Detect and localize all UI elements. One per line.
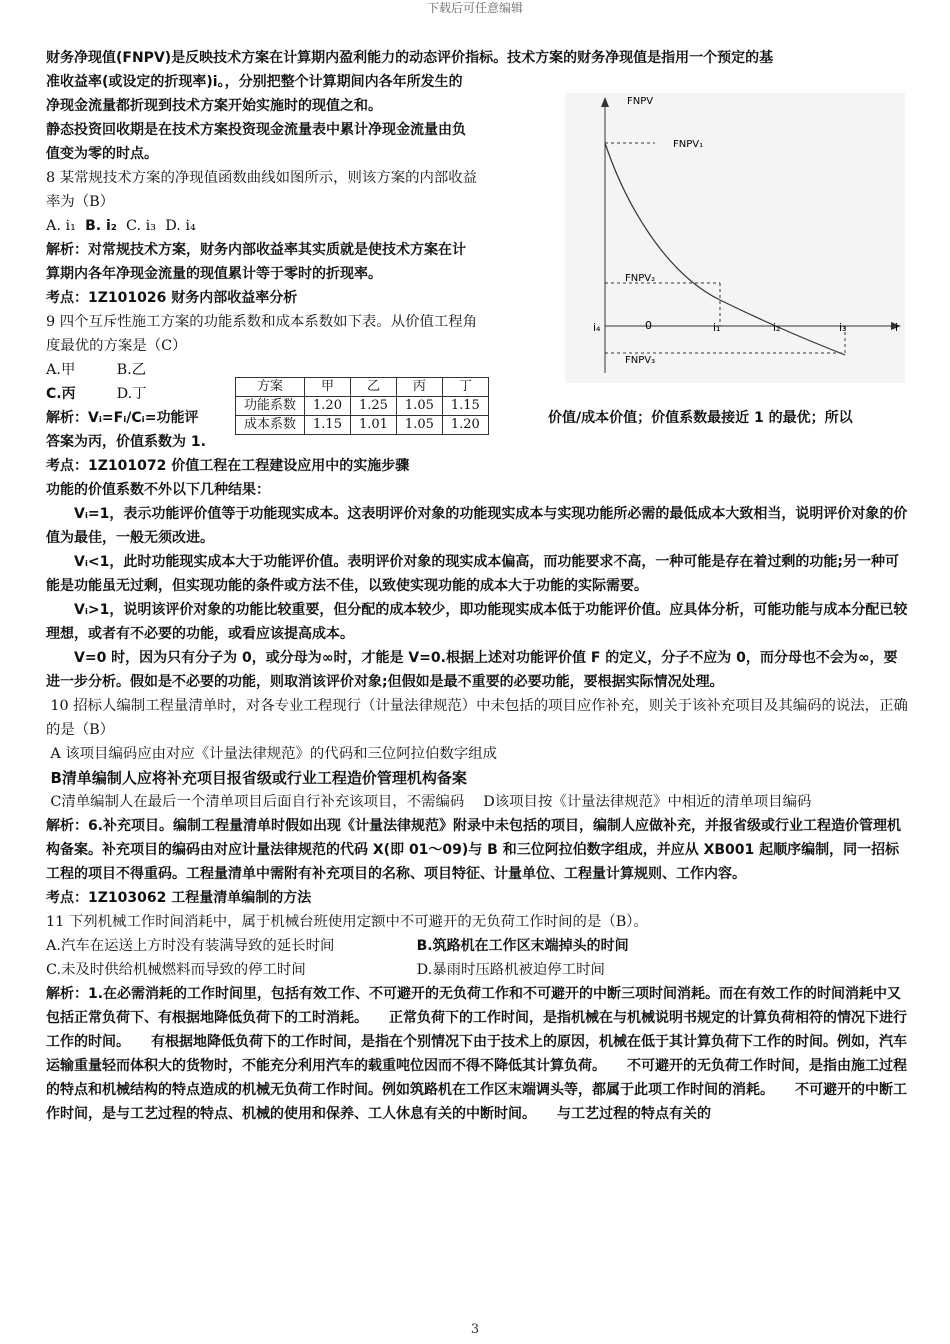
table-header-cell: 甲 [305,378,351,397]
table-header-cell: 乙 [350,378,396,397]
value-coefficient-gt1: Vᵢ>1，说明该评价对象的功能比较重要，但分配的成本较少，即功能现实成本低于功能评价值。应具体分析，可能功能与成本分配已较理想，或者有不必要的功能，或看应该提高成本。 [46,602,908,642]
table-cell: 1.01 [350,416,396,435]
question-11-options-cd [46,958,908,982]
option-b: B.筑路机在工作区末端掉头的时间 [416,938,629,954]
table-cell: 1.25 [350,397,396,416]
option-d: D.暴雨时压路机被迫停工时间 [416,962,605,978]
page-header: 下载后可任意编辑 [426,1,523,15]
option-c: C.丙 [46,386,76,402]
para-fnpv-def-3: 净现金流量都折现到技术方案开始实施时的现值之和。 [46,98,382,114]
answer-10: 解析：6.补充项目。编制工程量清单时假如出现《计量法律规范》附录中未包括的项目，编制人应做补充，并报省级或行业工程造价管理机构备案。补充项目的编码由对应计量法律规范的代码 X(即 01～09)与 B 和三位阿拉伯数字组成，并应从 XB001 起顺序编制，同一招标工程的项目不得重码。工程量清单中需附有补充项目的名称、项目特征、计量单位、工程量计算规则、工作内容。 [46,818,902,882]
question-8-line2: 率为（B） [46,194,115,210]
keypoint-10: 考点：1Z103062 工程量清单编制的方法 [46,890,312,906]
question-10-option-a: A 该项目编码应由对应《计量法律规范》的代码和三位阿拉伯数字组成 [50,746,498,762]
para-fnpv-def-2: 准收益率(或设定的折现率)i。，分别把整个计算期间内各年所发生的 [46,74,463,90]
table-header-cell: 丁 [442,378,488,397]
fnpv1-label: FNPV₁ [673,139,704,150]
answer-8: 解析：对常规技术方案，财务内部收益率其实质就是使技术方案在计 [46,242,466,258]
answer-9-part1: 解析：Vᵢ=Fᵢ/Cᵢ=功能评 [46,410,199,426]
question-10-option-b: B清单编制人应将补充项目报省级或行业工程造价管理机构备案 [50,769,467,787]
answer-8-line2: 算期内各年净现金流量的现值累计等于零时的折现率。 [46,266,382,282]
value-coefficient-intro: 功能的价值系数不外以下几种结果： [46,482,270,498]
npv-function-figure [565,93,905,383]
page-number: 3 [470,1322,480,1337]
table-header-cell: 丙 [396,378,442,397]
i3-label: i₃ [839,321,847,334]
option-d: D.丁 [116,386,147,402]
answer-9-line2: 答案为丙，价值系数为 1. [46,434,206,450]
table-row [236,416,489,435]
table-row [236,397,489,416]
i1-label: i₁ [713,321,721,334]
question-10: 10 招标人编制工程量清单时，对各专业工程现行（计量法律规范）中未包括的项目应作补充，则关于该补充项目及其编码的说法，正确的是（B） [46,698,908,738]
keypoint-9: 考点：1Z101072 价值工程在工程建设应用中的实施步骤 [46,458,410,474]
table-cell: 1.15 [305,416,351,435]
option-a: A. i₁ [46,218,76,234]
fnpv2-label: FNPV₂ [625,273,656,284]
table-cell: 1.05 [396,397,442,416]
value-coefficient-lt1: Vᵢ<1，此时功能现实成本大于功能评价值。表明评价对象的现实成本偏高，而功能要求不高，一种可能是存在着过剩的功能;另一种可能是功能虽无过剩，但实现功能的条件或方法不佳，以致使实现功能的成本大于功能的实际需要。 [46,554,899,594]
table-header-cell: 方案 [236,378,305,397]
table-cell: 1.20 [305,397,351,416]
question-8: 8 某常规技术方案的净现值函数曲线如图所示，则该方案的内部收益 [46,170,478,186]
option-d: D. i₄ [165,218,196,234]
answer-9-part2: 价值/成本价值；价值系数最接近 1 的最优；所以 [548,410,853,426]
npv-curve [605,143,845,355]
option-b: B.乙 [116,362,147,378]
question-9-line2: 度最优的方案是（C） [46,338,187,354]
value-coefficient-eq0: V=0 时，因为只有分子为 0，或分母为∞时，才能是 V=0.根据上述对功能评价值 F 的定义，分子不应为 0，而分母也不会为∞，要进一步分析。假如是不必要的功能，则取消该评价对象;但假如是最不重要的必要功能，要根据实际情况处理。 [46,650,898,690]
table-cell: 功能系数 [236,397,305,416]
question-11-options-ab [46,934,908,958]
table-cell: 成本系数 [236,416,305,435]
para-static-payback: 静态投资回收期是在技术方案投资现金流量表中累计净现金流量由负 [46,122,466,138]
option-b: B. i₂ [85,218,117,234]
x-axis-label: i [895,321,899,334]
keypoint-8: 考点：1Z101026 财务内部收益率分析 [46,290,298,306]
i4-label: i₄ [593,321,601,334]
question-8-options [46,214,551,238]
table-cell: 1.20 [442,416,488,435]
option-a: A.甲 [46,362,76,378]
npv-curve-svg [565,93,905,383]
question-9: 9 四个互斥性施工方案的功能系数和成本系数如下表。从价值工程角 [46,314,478,330]
table-header-row [236,378,489,397]
question-10-option-cd: C清单编制人在最后一个清单项目后面自行补充该项目，不需编码 D该项目按《计量法律规范》中相近的清单项目编码 [50,794,812,810]
para-static-payback-2: 值变为零的时点。 [46,146,158,162]
para-fnpv-def: 财务净现值(FNPV)是反映技术方案在计算期内盈利能力的动态评价指标。技术方案的财务净现值是指用一个预定的基 [46,50,774,66]
function-cost-table [235,377,489,435]
option-c: C.未及时供给机械燃料而导致的停工时间 [46,962,306,978]
option-c: C. i₃ [126,218,157,234]
option-a: A.汽车在运送上方时没有装满导致的延长时间 [46,938,335,954]
question-11: 11 下列机械工作时间消耗中，属于机械台班使用定额中不可避开的无负荷工作时间的是（B）。 [46,914,648,930]
fnpv3-label: FNPV₃ [625,355,656,366]
y-axis-label: FNPV [627,96,654,107]
value-coefficient-eq1: Vᵢ=1，表示功能评价值等于功能现实成本。这表明评价对象的功能现实成本与实现功能所必需的最低成本大致相当，说明评价对象的价值为最佳，一般无须改进。 [46,506,908,546]
i2-label: i₂ [773,321,781,334]
table-cell: 1.15 [442,397,488,416]
origin-label: 0 [645,319,652,332]
y-axis-arrow [601,97,609,107]
table-cell: 1.05 [396,416,442,435]
answer-11: 解析：1.在必需消耗的工作时间里，包括有效工作、不可避开的无负荷工作和不可避开的中断三项时间消耗。而在有效工作的时间消耗中又包括正常负荷下、有根据地降低负荷下的工时消耗。 正常负荷下的工作时间，是指机械在与机械说明书规定的计算负荷相符的情况下进行工作的时间。 有根据地降低负荷下的工作时间，是指在个别情况下由于技术上的原因，机械在低于其计算负荷下工作的时间。例如，汽车运输重量轻而体积大的货物时，不能充分利用汽车的载重吨位因而不得不降低其计算负荷。 不可避开的无负荷工作时间，是指由施工过程的特点和机械结构的特点造成的机械无负荷工作时间。例如筑路机在工作区末端调头等，都属于此项工作时间的消耗。 不可避开的中断工作时间，是与工艺过程的特点、机械的使用和保养、工人休息有关的中断时间。 与工艺过程的特点有关的 [46,986,907,1122]
